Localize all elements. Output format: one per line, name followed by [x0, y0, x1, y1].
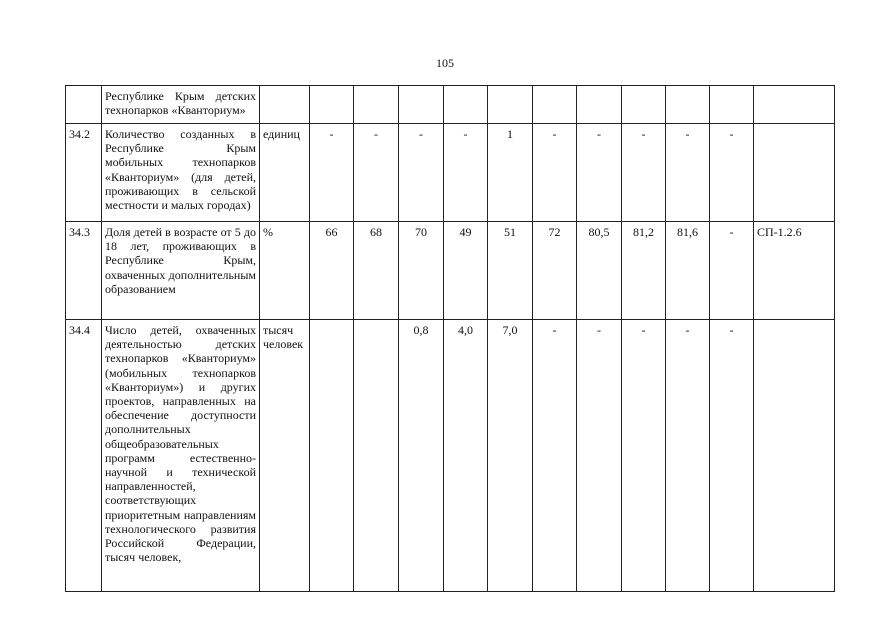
indicator-number-cell: 34.2	[66, 124, 102, 222]
value-cell	[310, 320, 354, 592]
value-cell: -	[622, 124, 666, 222]
table-row	[66, 320, 835, 592]
value-cell: 68	[354, 222, 399, 320]
value-cell	[354, 86, 399, 124]
table-row	[66, 222, 835, 320]
indicator-name-cell: Число детей, охваченных деятельностью детских технопарков «Кванториум» (мобильных технопарков «Кванториум») и других проектов, направленных на обеспечение доступности дополнительных общеобразовательных программ естественно-научной и технической направленностей, соответствующих приоритетным направлениям технологического развития Российской Федерации, тысяч человек,	[102, 320, 260, 592]
indicators-table	[65, 85, 835, 592]
table-row	[66, 124, 835, 222]
page-number: 105	[436, 56, 454, 70]
value-cell: -	[354, 124, 399, 222]
value-cell: -	[577, 320, 622, 592]
value-cell	[488, 86, 533, 124]
reference-cell	[754, 124, 835, 222]
value-cell: -	[533, 320, 577, 592]
value-cell: -	[666, 124, 710, 222]
value-cell: 7,0	[488, 320, 533, 592]
value-cell: 66	[310, 222, 354, 320]
value-cell: -	[710, 222, 754, 320]
value-cell: 81,2	[622, 222, 666, 320]
indicator-name-cell: Доля детей в возрасте от 5 до 18 лет, проживающих в Республике Крым, охваченных дополнительным образованием	[102, 222, 260, 320]
value-cell: -	[710, 124, 754, 222]
value-cell: 0,8	[399, 320, 444, 592]
value-cell: -	[399, 124, 444, 222]
table-row	[66, 86, 835, 124]
reference-cell	[754, 320, 835, 592]
value-cell: 80,5	[577, 222, 622, 320]
value-cell: -	[577, 124, 622, 222]
indicator-number-cell: 34.3	[66, 222, 102, 320]
unit-cell	[260, 86, 310, 124]
value-cell: 70	[399, 222, 444, 320]
indicator-name-cell: Количество созданных в Республике Крым мобильных технопарков «Кванториум» (для детей, проживающих в сельской местности и малых городах)	[102, 124, 260, 222]
value-cell: 49	[444, 222, 488, 320]
unit-cell: тысяч человек	[260, 320, 310, 592]
reference-cell: СП-1.2.6	[754, 222, 835, 320]
value-cell	[577, 86, 622, 124]
value-cell: -	[310, 124, 354, 222]
value-cell	[310, 86, 354, 124]
value-cell: 4,0	[444, 320, 488, 592]
value-cell	[354, 320, 399, 592]
indicator-name-cell: Республике Крым детских технопарков «Кванториум»	[102, 86, 260, 124]
value-cell	[622, 86, 666, 124]
value-cell: 1	[488, 124, 533, 222]
value-cell: -	[622, 320, 666, 592]
value-cell: -	[710, 320, 754, 592]
value-cell: 72	[533, 222, 577, 320]
indicator-number-cell	[66, 86, 102, 124]
value-cell: -	[444, 124, 488, 222]
value-cell: -	[533, 124, 577, 222]
value-cell: 81,6	[666, 222, 710, 320]
value-cell	[444, 86, 488, 124]
value-cell: -	[666, 320, 710, 592]
unit-cell: единиц	[260, 124, 310, 222]
value-cell	[666, 86, 710, 124]
value-cell	[399, 86, 444, 124]
unit-cell: %	[260, 222, 310, 320]
reference-cell	[754, 86, 835, 124]
value-cell	[710, 86, 754, 124]
value-cell: 51	[488, 222, 533, 320]
value-cell	[533, 86, 577, 124]
indicator-number-cell: 34.4	[66, 320, 102, 592]
